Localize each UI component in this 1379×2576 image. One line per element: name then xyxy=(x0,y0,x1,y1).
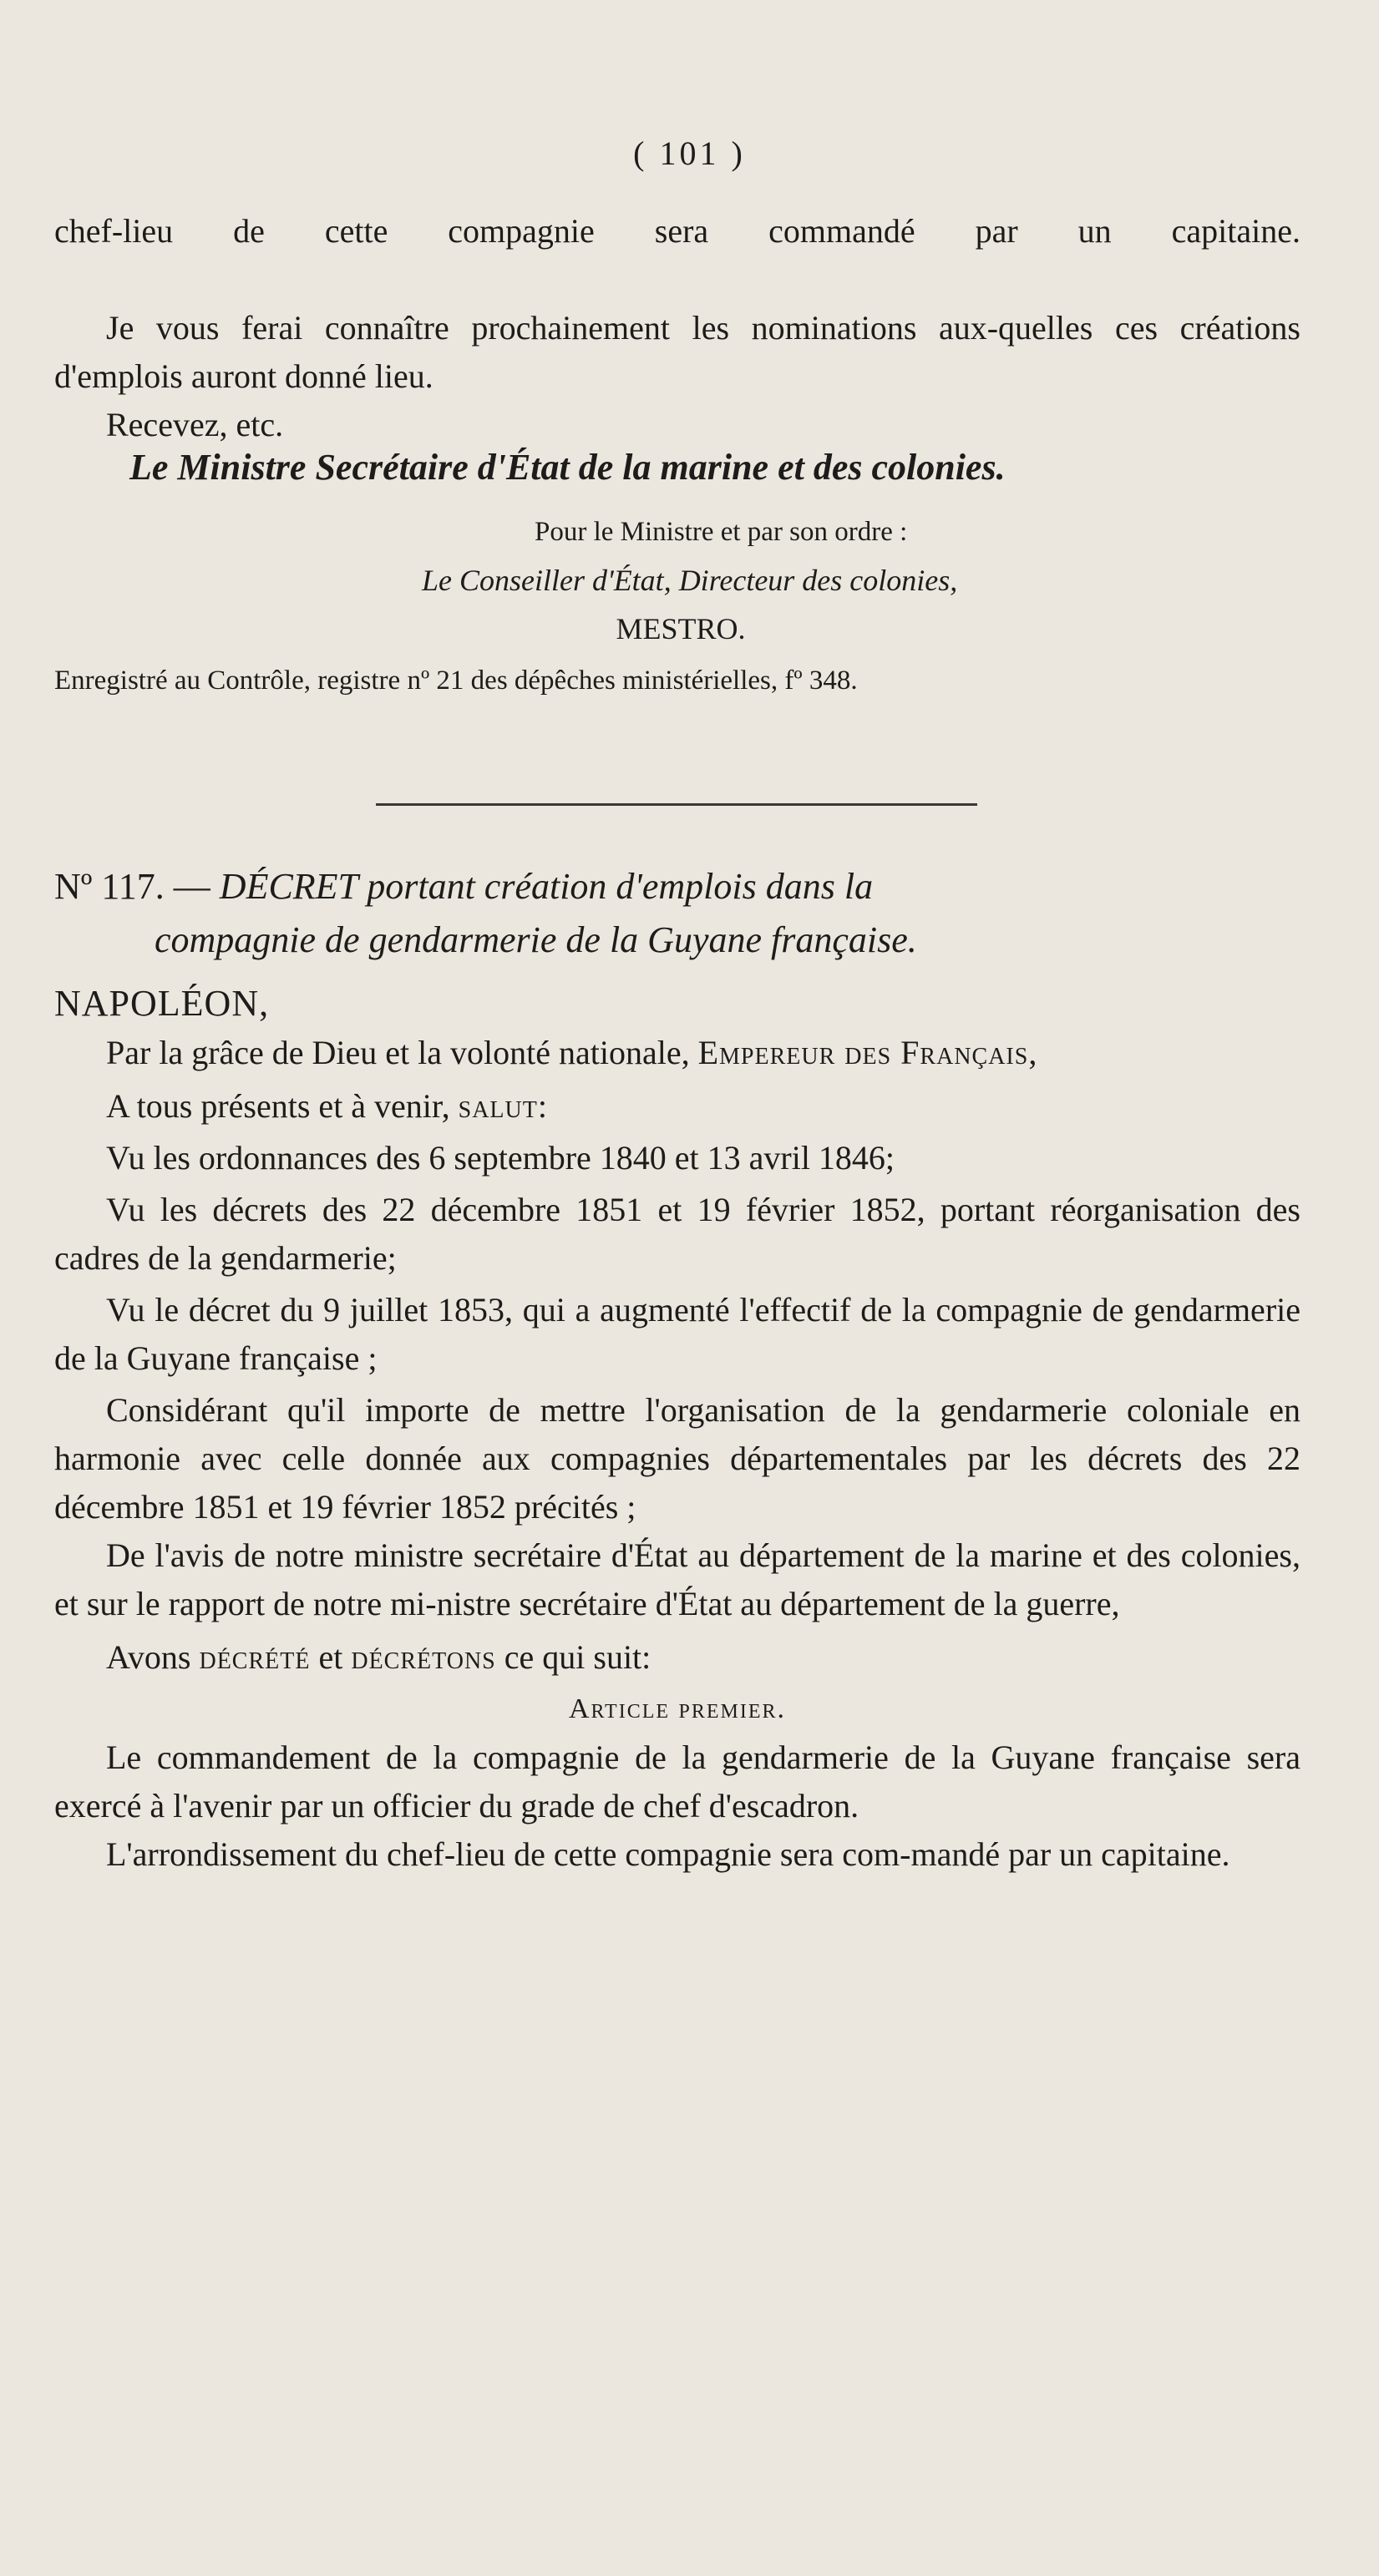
emperor-name: NAPOLÉON, xyxy=(54,983,270,1024)
salut-word: salut xyxy=(458,1087,538,1125)
vu-decrets: Vu les décrets des 22 décembre 1851 et 19 février 1852, portant réorganisation des cadres de la gendarmerie; xyxy=(54,1191,1300,1277)
minister-title: Le Ministre Secrétaire d'État de la marine et des colonies. xyxy=(129,447,1006,488)
signatory-name: MESTRO. xyxy=(616,612,746,645)
vu-ordonnances: Vu les ordonnances des 6 septembre 1840 et 13 avril 1846; xyxy=(106,1139,895,1177)
regards-paragraph: Recevez, etc. xyxy=(106,406,284,443)
for-minister-line: Pour le Ministre et par son ordre : xyxy=(535,517,908,547)
signature-block xyxy=(54,443,1300,705)
salut-paragraph xyxy=(54,1082,1300,1131)
salut-suffix: : xyxy=(537,1087,547,1125)
decree-section xyxy=(54,860,1300,1879)
decree-title-line1: DÉCRET portant création d'emplois dans la xyxy=(219,866,874,907)
considerant-paragraph: Considérant qu'il importe de mettre l'organisation de la gendarmerie coloniale en harmonie avec celle donnée aux compagnies départementales par les décrets des 22 décembre 1851 et 19 février 1852 précités ; xyxy=(54,1391,1300,1526)
avis-paragraph: De l'avis de notre ministre secrétaire d'État au département de la marine et des colonies, et sur le rapport de notre mi-nistre secrétaire d'État au département de la guerre, xyxy=(54,1536,1300,1622)
avons-prefix: Avons xyxy=(106,1638,191,1676)
continuation-line: chef-lieu de cette compagnie sera commandé par un capitaine. xyxy=(54,212,1300,250)
counselor-line: Le Conseiller d'État, Directeur des colonies, xyxy=(422,564,958,597)
decree-heading xyxy=(54,860,1300,967)
decree-title-line2: compagnie de gendarmerie de la Guyane française. xyxy=(155,919,917,960)
vu-decret-1853: Vu le décret du 9 juillet 1853, qui a augmenté l'effectif de la compagnie de gendarmerie de la Guyane française ; xyxy=(54,1291,1300,1377)
decree-number: Nº 117. — xyxy=(54,866,210,907)
page-number: ( 101 ) xyxy=(633,134,746,172)
nominations-paragraph: Je vous ferai connaître prochainement les nominations aux-quelles ces créations d'emplois auront donné lieu. xyxy=(54,309,1300,395)
et-word: et xyxy=(318,1638,343,1676)
decrete-word: décrété xyxy=(199,1638,311,1676)
grace-prefix: Par la grâce de Dieu et la volonté nationale, xyxy=(106,1034,690,1071)
grace-paragraph xyxy=(54,1029,1300,1077)
grace-title: Empereur des Français xyxy=(697,1034,1029,1071)
article-paragraph-2: L'arrondissement du chef-lieu de cette compagnie sera com-mandé par un capitaine. xyxy=(106,1835,1230,1873)
salut-prefix: A tous présents et à venir, xyxy=(106,1087,450,1125)
grace-suffix: , xyxy=(1028,1034,1037,1071)
article-heading: Article premier. xyxy=(568,1693,787,1724)
registration-line: Enregistré au Contrôle, registre nº 21 des dépêches ministérielles, fº 348. xyxy=(54,666,858,696)
avons-suffix: ce qui suit: xyxy=(504,1638,651,1676)
decretons-word: décrétons xyxy=(351,1638,496,1676)
avons-paragraph xyxy=(54,1633,1300,1682)
article-paragraph-1: Le commandement de la compagnie de la gendarmerie de la Guyane française sera exercé à l'avenir par un officier du grade de chef d'escadron. xyxy=(54,1738,1300,1824)
separator-rule xyxy=(376,803,977,806)
top-section xyxy=(54,207,1300,449)
